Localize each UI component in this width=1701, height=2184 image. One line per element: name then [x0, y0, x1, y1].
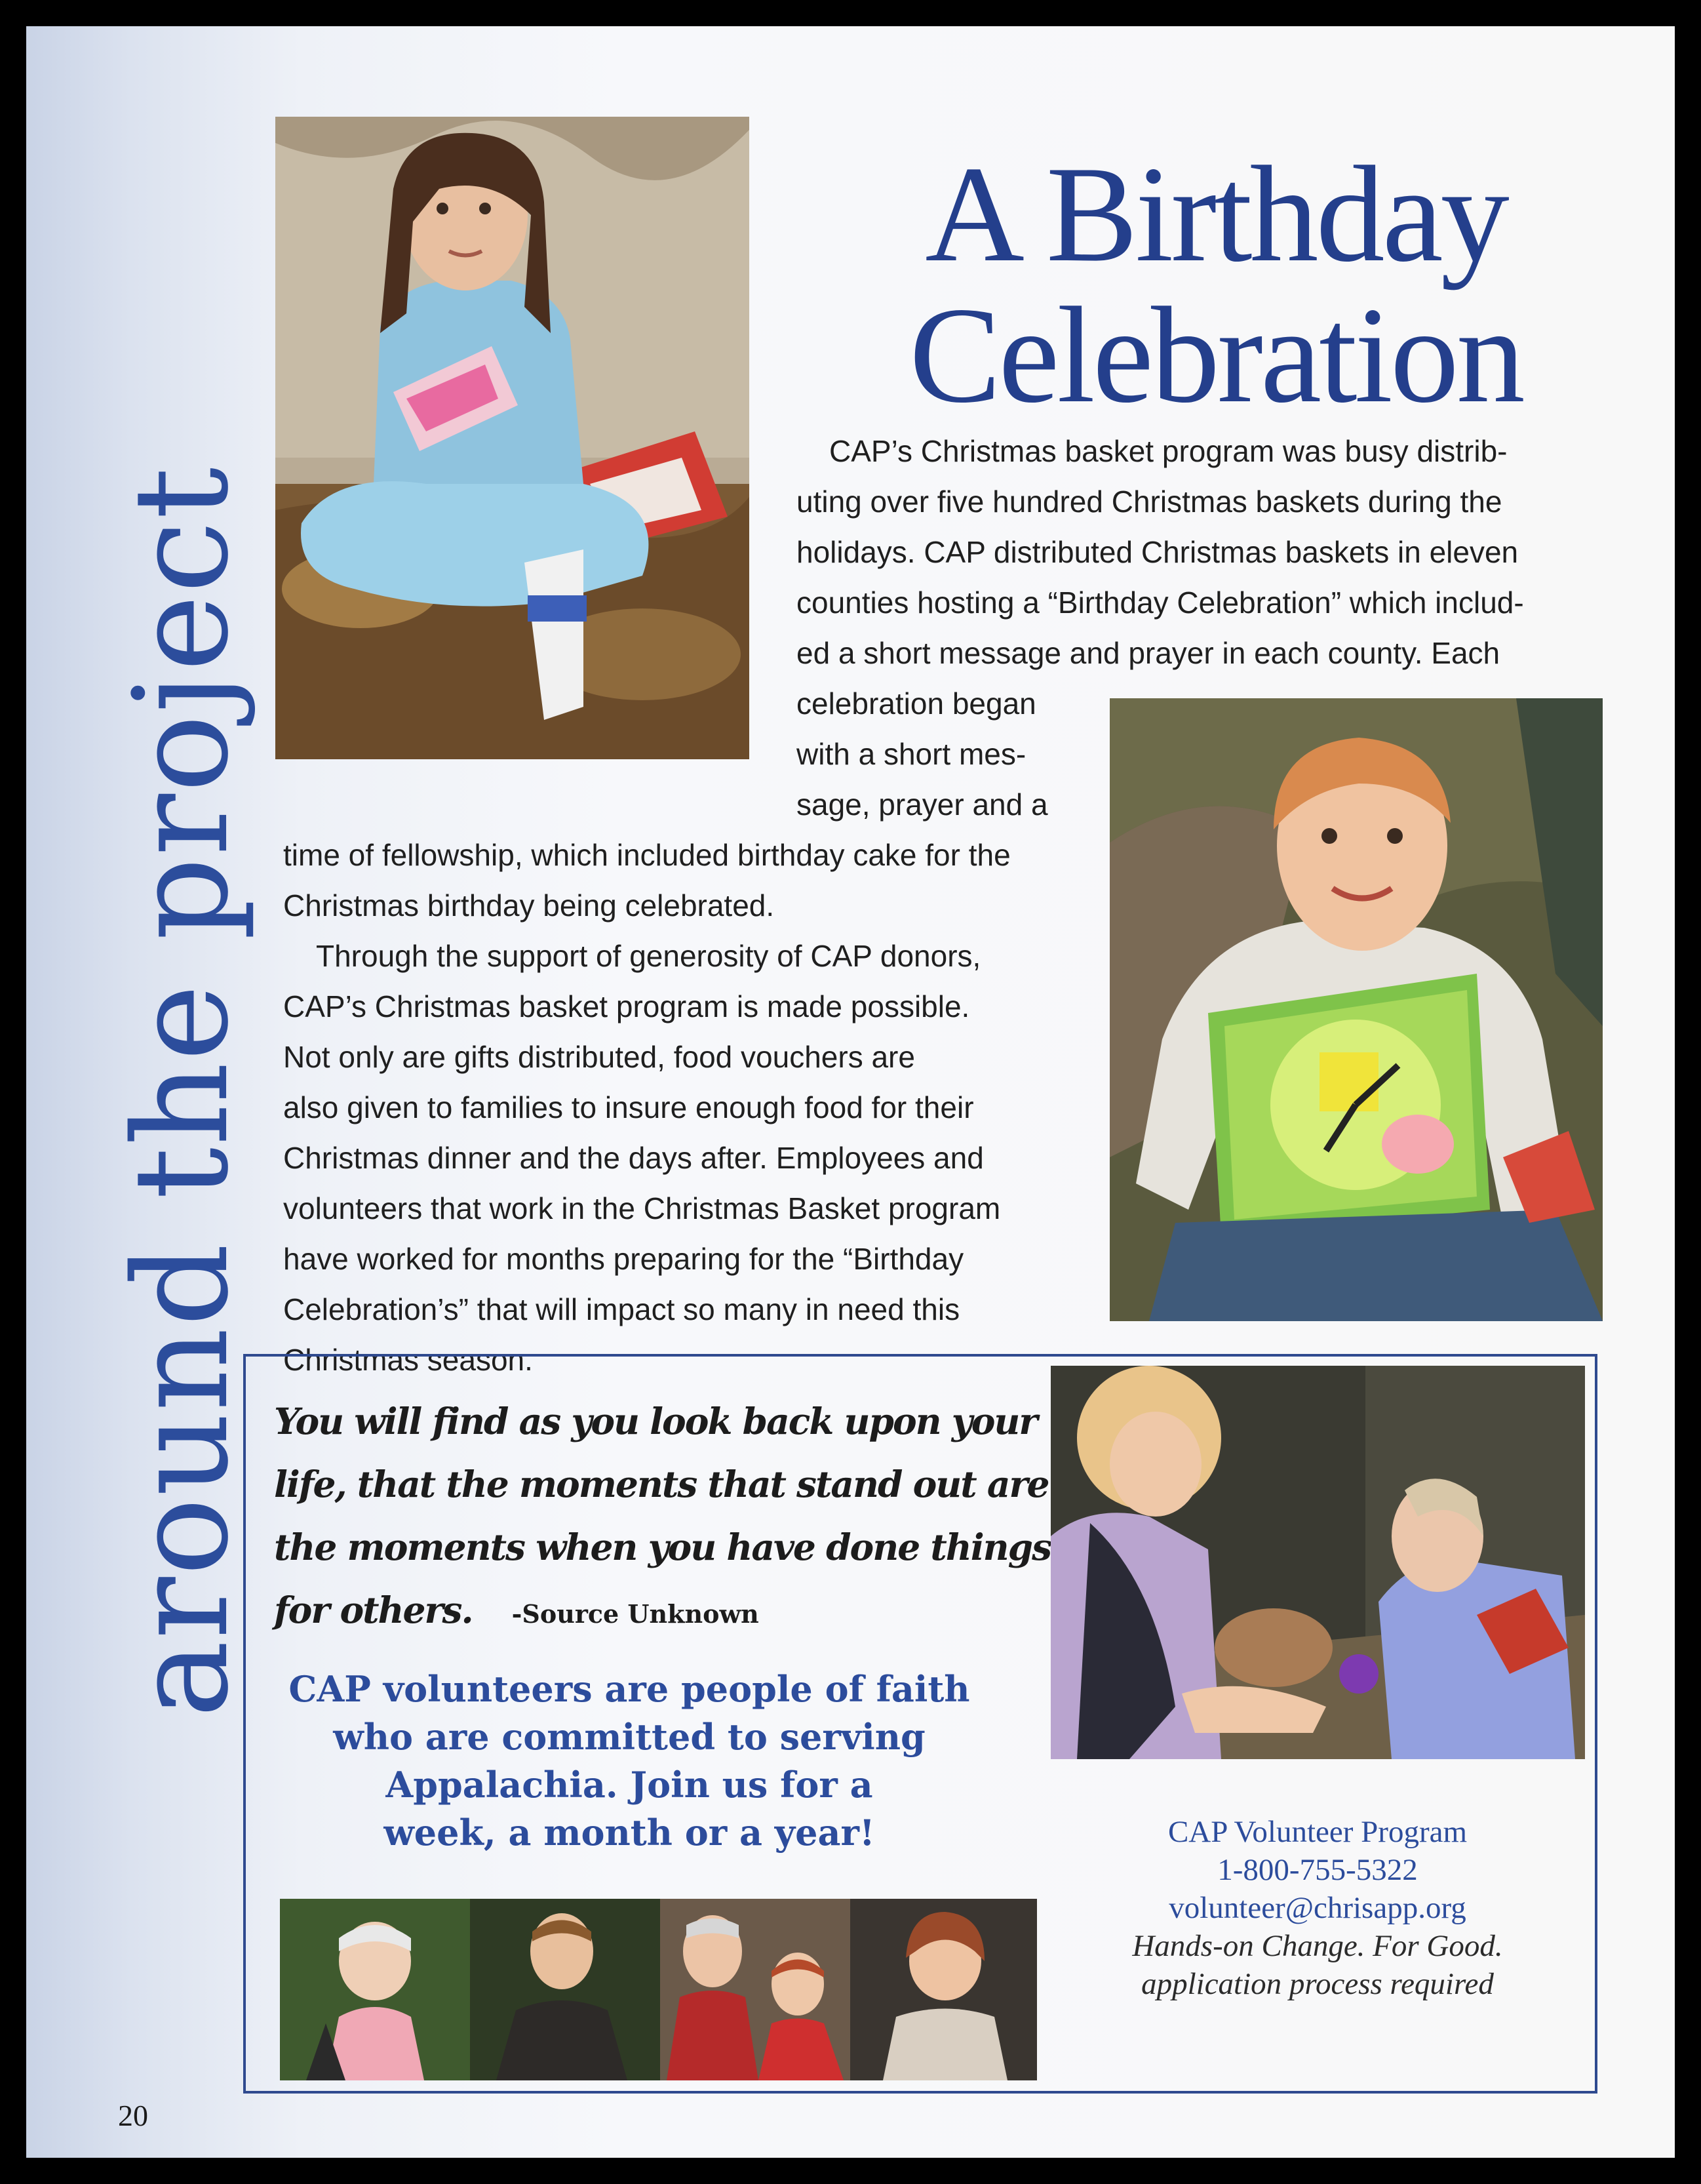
article-title-line-1: A Birthday — [925, 138, 1507, 290]
section-title: around the project — [106, 466, 257, 1718]
paragraph-line: volunteers that work in the Christmas Basket program — [283, 1191, 1001, 1225]
paragraph-line: CAP’s Christmas basket program is made possible. — [283, 989, 970, 1023]
paragraph-line: time of fellowship, which included birthday cake for the — [283, 838, 1011, 872]
photo-boy-with-clock — [1110, 698, 1603, 1321]
photo-volunteer-portraits-strip — [280, 1899, 1037, 2080]
paragraph-line: Christmas birthday being celebrated. — [283, 888, 775, 923]
promo-line: Appalachia. Join us for a — [385, 1764, 873, 1806]
paragraph-line: Christmas season. — [283, 1343, 533, 1377]
photo-volunteer-with-child — [1051, 1366, 1585, 1759]
paragraph-line: celebration began — [796, 686, 1036, 721]
paragraph-line: with a short mes- — [796, 737, 1026, 771]
paragraph-line: ed a short message and prayer in each county. Each — [796, 636, 1500, 670]
quote-line: You will find as you look back upon your — [274, 1400, 1037, 1442]
volunteer-program-name: CAP Volunteer Program — [1167, 1815, 1468, 1849]
paragraph-line: Celebration’s” that will impact so many in need this — [283, 1292, 960, 1326]
article-title-line-2: Celebration — [909, 279, 1523, 431]
magazine-page — [26, 26, 1675, 2158]
paragraph-line: sage, prayer and a — [796, 787, 1048, 822]
paragraph-line: Through the support of generosity of CAP donors, — [316, 939, 981, 973]
quote-line: life, that the moments that stand out are — [274, 1463, 1049, 1505]
quote-line: the moments when you have done things — [274, 1526, 1051, 1568]
promo-line: who are committed to serving — [333, 1716, 926, 1758]
paragraph-line: have worked for months preparing for the “Birthday — [283, 1242, 964, 1276]
article-paragraph-1-continued — [283, 830, 1011, 931]
paragraph-line: holidays. CAP distributed Christmas baskets in eleven — [796, 535, 1519, 569]
quote-line — [274, 1579, 1047, 1646]
quote-line-text: for others. — [274, 1589, 473, 1631]
volunteer-email: volunteer@chrisapp.org — [1169, 1891, 1466, 1925]
page-number: 20 — [118, 2099, 148, 2132]
promo-line: week, a month or a year! — [383, 1812, 875, 1854]
paragraph-line: Not only are gifts distributed, food vouchers are — [283, 1040, 915, 1074]
volunteer-contact-info — [1049, 1813, 1586, 2003]
paragraph-line: also given to families to insure enough food for their — [283, 1090, 974, 1124]
volunteer-promo — [275, 1665, 983, 1857]
article-title — [839, 138, 1593, 431]
volunteer-tagline: Hands-on Change. For Good. — [1132, 1929, 1503, 1963]
application-note: application process required — [1141, 1967, 1494, 2001]
inspirational-quote — [274, 1390, 1051, 1646]
paragraph-line: Christmas dinner and the days after. Employees and — [283, 1141, 984, 1175]
promo-line: CAP volunteers are people of faith — [288, 1668, 970, 1710]
paragraph-line: uting over five hundred Christmas baskets during the — [796, 485, 1502, 519]
paragraph-line: CAP’s Christmas basket program was busy distrib- — [829, 434, 1508, 468]
photo-girl-with-gift — [275, 117, 749, 759]
quote-source: -Source Unknown — [511, 1599, 759, 1629]
article-paragraph-2 — [283, 931, 1000, 1385]
paragraph-line: counties hosting a “Birthday Celebration” which includ- — [796, 586, 1524, 620]
volunteer-phone: 1-800-755-5322 — [1217, 1853, 1418, 1887]
